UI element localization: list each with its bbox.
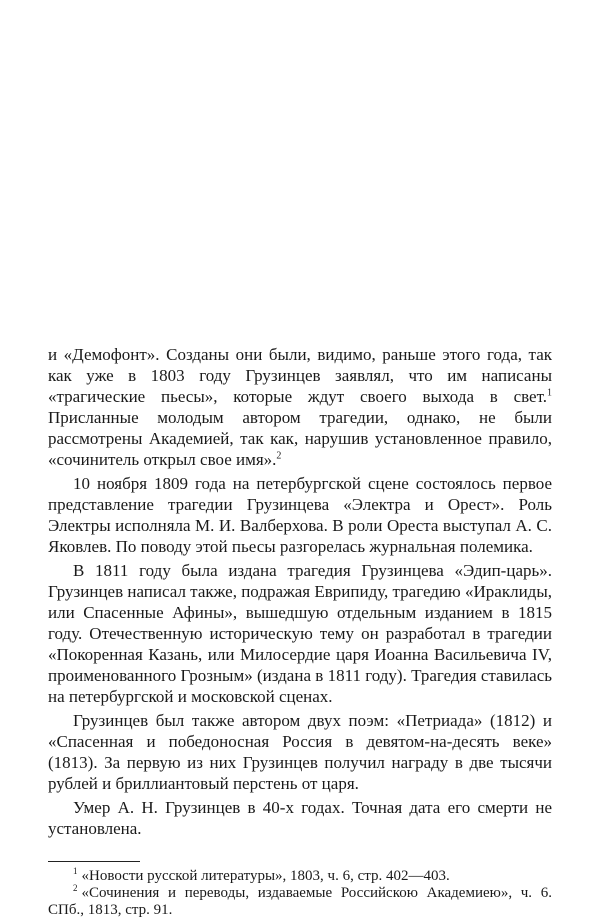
paragraph-1-text-b: Присланные молодым автором трагедии, однако, не были рассмотрены Академией, так как, нарушив установленное правило, «сочинитель открыл свое имя». [48,408,552,469]
footnote-mark-2: 2 [73,883,78,893]
paragraph-1 [48,344,552,470]
paragraph-5: Умер А. Н. Грузинцев в 40-х годах. Точная дата его смерти не установлена. [48,798,552,838]
paragraph-4: Грузинцев был также автором двух поэм: «Петриада» (1812) и «Спасенная и победоносная Россия в девятом-на-десять веке» (1813). За первую из них Грузинцев получил награду в две тысячи рублей и бриллиантовый перстень от царя. [48,711,552,793]
paragraph-1-text: и «Демофонт». Созданы они были, видимо, раньше этого года, так как уже в 1803 году Грузинцев заявлял, что им написаны «трагические пьесы», которые ждут своего выхода в свет. [48,345,552,406]
body-text [48,344,552,839]
paragraph-2: 10 ноября 1809 года на петербургской сцене состоялось первое представление трагедии Грузинцева «Электра и Орест». Роль Электры исполняла М. И. Валберхова. В роли Ореста выступал А. С. Яковлев. По поводу этой пьесы разгорелась журнальная полемика. [48,474,552,556]
paragraph-3: В 1811 году была издана трагедия Грузинцева «Эдип-царь». Грузинцев написал также, подражая Еврипиду, трагедию «Ираклиды, или Спасенные Афины», вышедшую отдельным изданием в 1815 году. Отечественную историческую тему он разработал в трагедии «Покоренная Казань, или Милосердие царя Иоанна Васильевича IV, проименованного Грозным» (издана в 1811 году). Трагедия ставилась на петербургской и московской сценах. [48,561,552,706]
footnote-mark-1: 1 [73,866,78,876]
footnote-ref-1[interactable]: 1 [547,387,552,399]
footnote-2-text: «Сочинения и переводы, издаваемые Российскою Академиею», ч. 6. СПб., 1813, стр. 91. [48,885,552,918]
footnotes [48,868,552,919]
footnote-ref-2[interactable]: 2 [276,450,282,462]
footnote-1-text: «Новости русской литературы», 1803, ч. 6, стр. 402—403. [81,868,450,884]
footnote-divider [48,861,140,862]
footnote-1 [48,868,552,885]
page-text-block [48,344,552,919]
footnote-2 [48,885,552,919]
